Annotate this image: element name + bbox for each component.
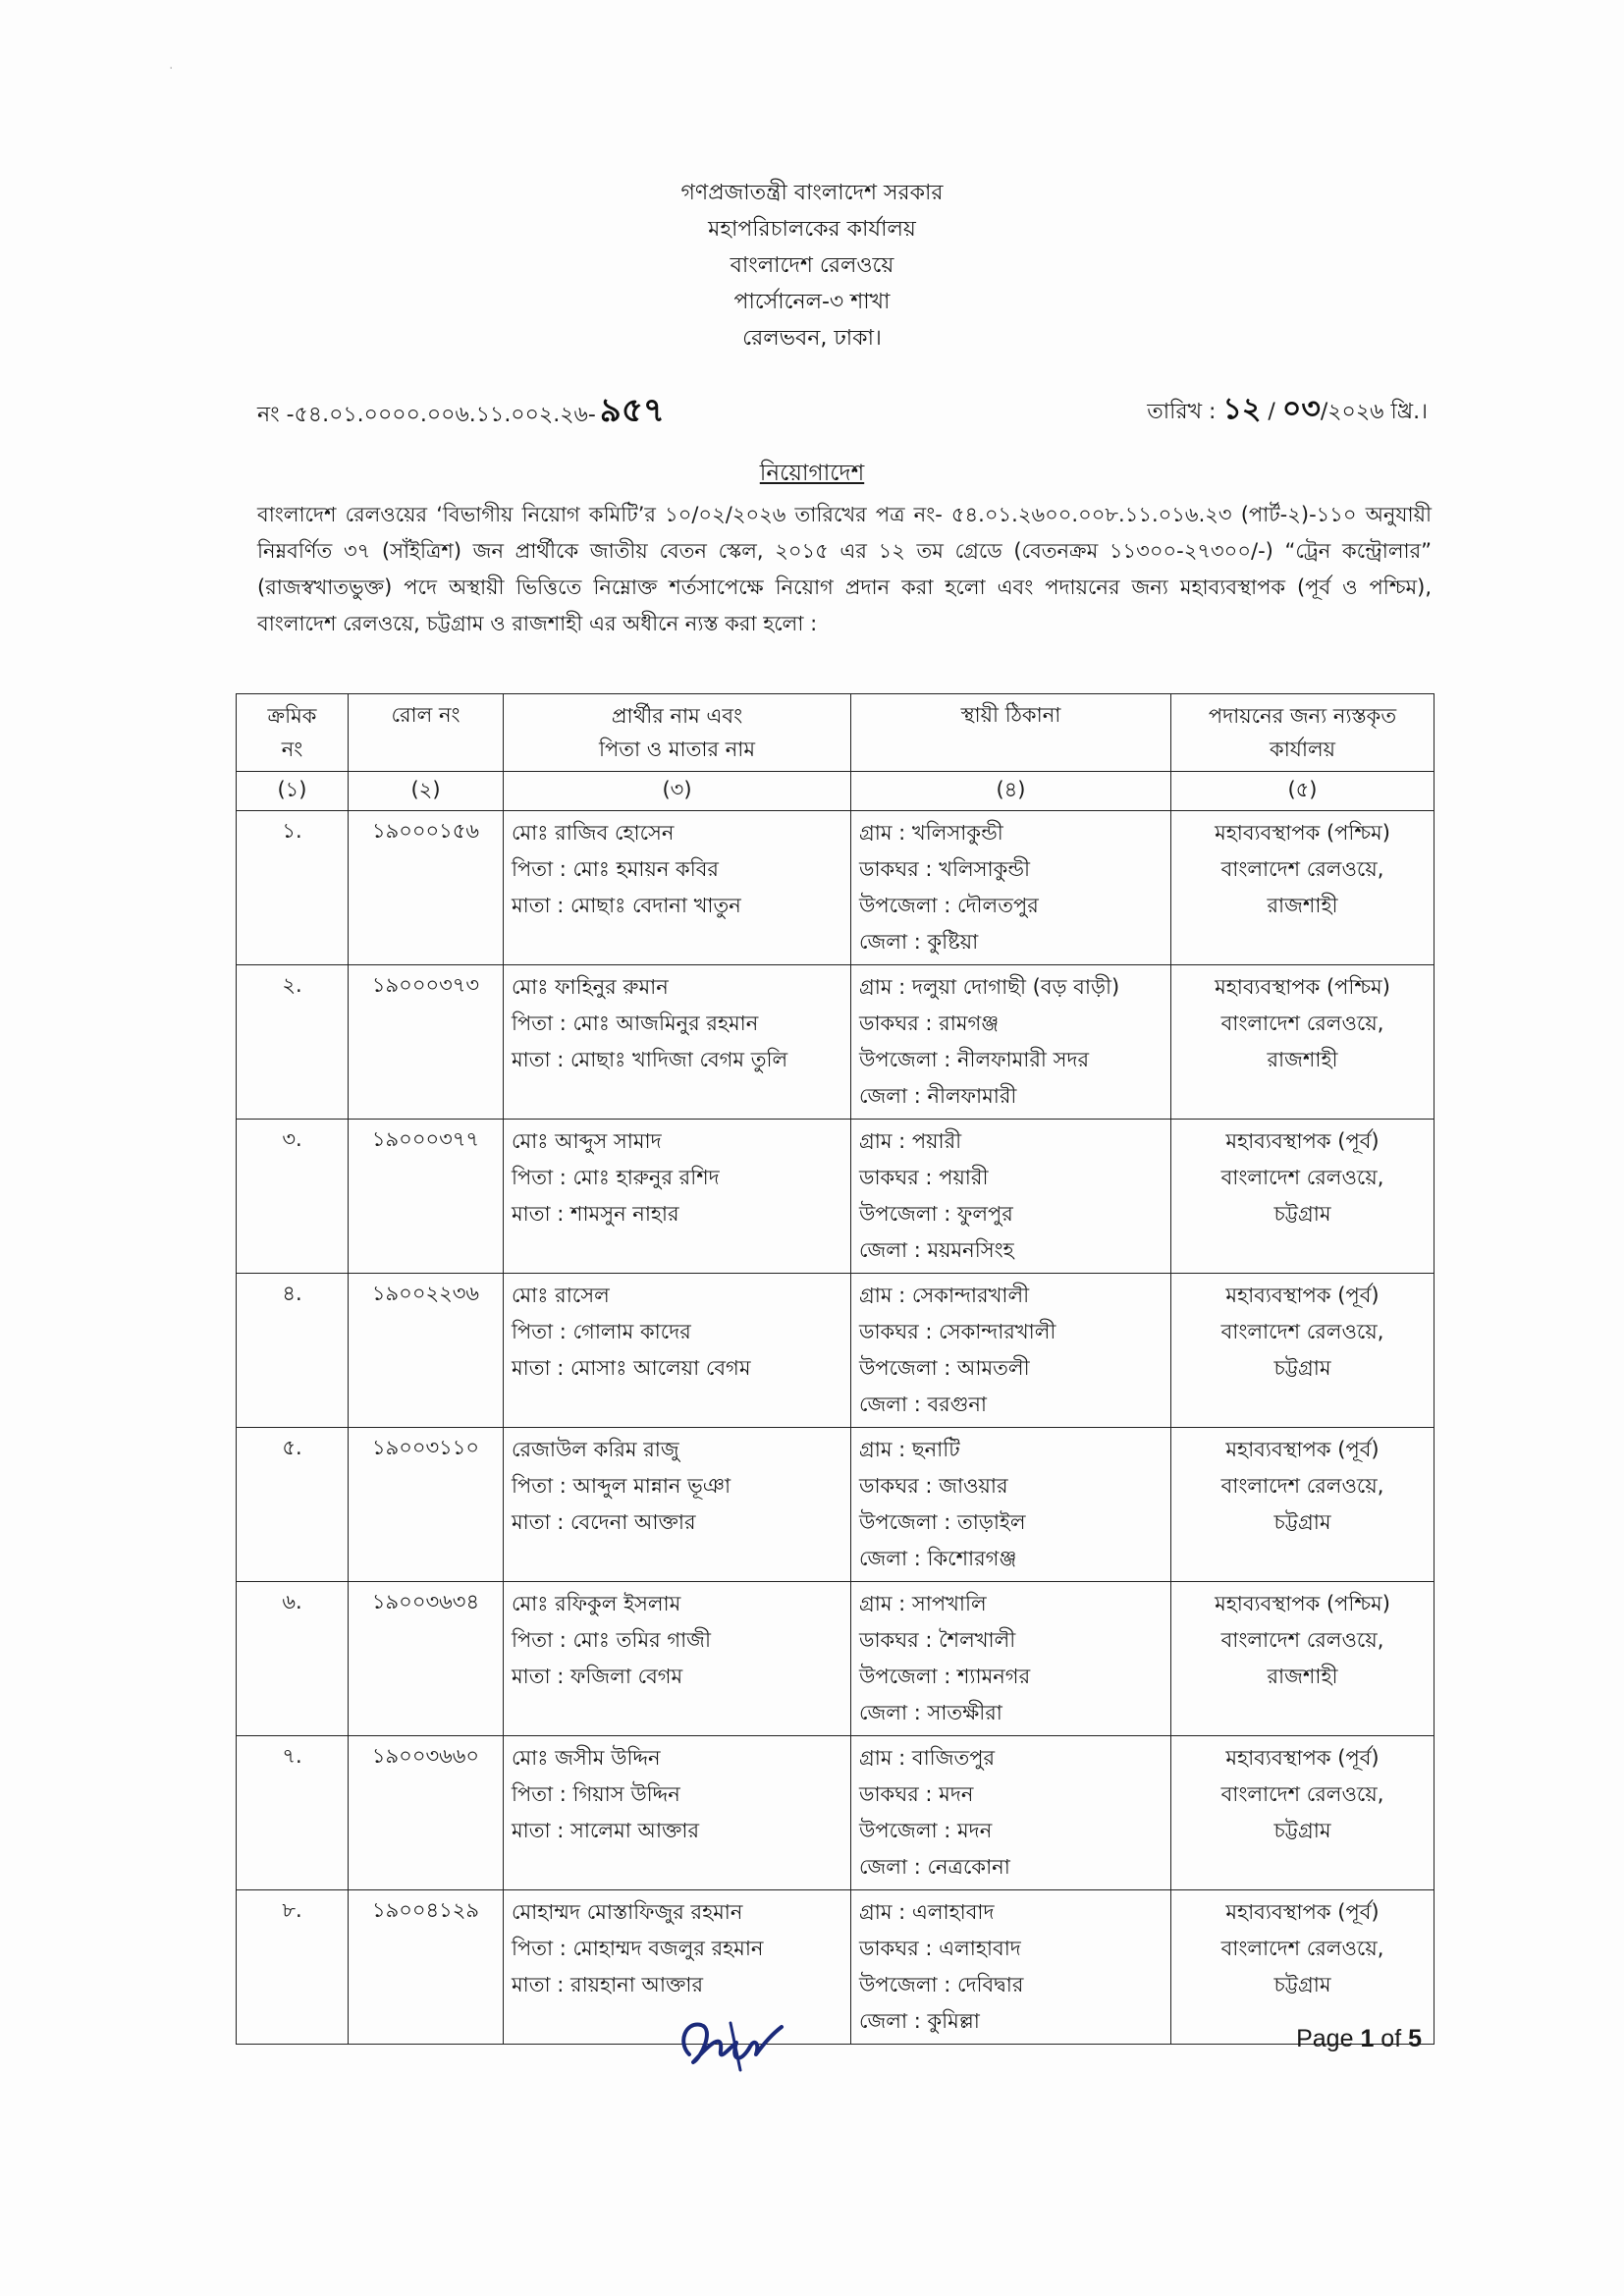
candidate-name: রেজাউল করিম রাজু	[512, 1438, 679, 1461]
father-name: পিতা : মোহাম্মদ বজলুর রহমান	[512, 1937, 764, 1960]
roll-cell: ১৯০০৩৬৩৪	[349, 1582, 504, 1736]
father-name: পিতা : গিয়াস উদ্দিন	[512, 1782, 680, 1806]
address-upazila: উপজেলা : ফুলপুর	[859, 1202, 1013, 1226]
table-row	[237, 1582, 1435, 1736]
header-roll	[349, 694, 504, 772]
memo-date	[1147, 385, 1428, 435]
candidate-name: মোঃ রফিকুল ইসলাম	[512, 1592, 681, 1615]
address-village: গ্রাম : সাপখালি	[859, 1592, 987, 1615]
table-row	[237, 1274, 1435, 1428]
column-number: (৫)	[1171, 772, 1435, 811]
address-district: জেলা : ময়মনসিংহ	[859, 1238, 1014, 1262]
candidate-cell	[504, 965, 851, 1120]
column-number: (৩)	[504, 772, 851, 811]
address-cell	[851, 1428, 1171, 1582]
serial-cell: ১.	[237, 811, 349, 965]
address-cell	[851, 1274, 1171, 1428]
header-address: রেলভবন, ঢাকা।	[742, 326, 882, 351]
address-post: ডাকঘর : খলিসাকুন্ডী	[859, 857, 1031, 881]
father-name: পিতা : মোঃ আজমিনুর রহমান	[512, 1011, 759, 1035]
office-cell	[1171, 1120, 1435, 1274]
column-number: (২)	[349, 772, 504, 811]
office-line3: রাজশাহী	[1267, 1048, 1338, 1071]
address-cell	[851, 811, 1171, 965]
office-cell	[1171, 1274, 1435, 1428]
mother-name: মাতা : সালেমা আক্তার	[512, 1819, 700, 1842]
address-upazila: উপজেলা : আমতলী	[859, 1356, 1030, 1380]
header-office: মহাপরিচালকের কার্যালয়	[708, 217, 916, 242]
father-name: পিতা : মোঃ হারুনুর রশিদ	[512, 1166, 720, 1189]
candidate-cell	[504, 1428, 851, 1582]
serial-cell: ২.	[237, 965, 349, 1120]
office-line1: মহাব্যবস্থাপক (পশ্চিম)	[1215, 975, 1390, 999]
table-row	[237, 1736, 1435, 1890]
office-line2: বাংলাদেশ রেলওয়ে,	[1220, 1166, 1384, 1189]
serial-cell: ৭.	[237, 1736, 349, 1890]
address-district: জেলা : কুমিল্লা	[859, 2009, 980, 2033]
mother-name: মাতা : শামসুন নাহার	[512, 1202, 679, 1226]
appointment-table	[236, 693, 1435, 2045]
column-number-row	[237, 772, 1435, 811]
table-header-row	[237, 694, 1435, 772]
header-address	[851, 694, 1171, 772]
office-line2: বাংলাদেশ রেলওয়ে,	[1220, 1937, 1384, 1960]
address-district: জেলা : বরগুনা	[859, 1393, 987, 1416]
father-name: পিতা : মোঃ হমায়ন কবির	[512, 857, 719, 881]
page-prefix: Page	[1296, 2025, 1361, 2052]
office-cell	[1171, 1428, 1435, 1582]
header-serial-line1: ক্রমিক	[267, 704, 317, 728]
office-line3: চট্টগ্রাম	[1273, 1356, 1331, 1380]
mother-name: মাতা : ফজিলা বেগম	[512, 1665, 683, 1688]
father-name: পিতা : মোঃ তমির গাজী	[512, 1628, 711, 1652]
office-line3: রাজশাহী	[1267, 894, 1338, 917]
address-upazila: উপজেলা : দৌলতপুর	[859, 894, 1039, 917]
order-body-paragraph: বাংলাদেশ রেলওয়ের ‘বিভাগীয় নিয়োগ কমিটি’র ১০/০২/২০২৬ তারিখের পত্র নং- ৫৪.০১.২৬০০.০০৮.১১.০১৬.২৩ (পার্ট-২)-১১০ অনুযায়ী নিম্নবর্ণিত ৩৭ (সাঁইত্রিশ) জন প্রার্থীকে জাতীয় বেতন স্কেল, ২০১৫ এর ১২ তম গ্রেডে (বেতনক্রম ১১৩০০-২৭৩০০/-) “ট্রেন কন্ট্রোলার” (রাজস্বখাতভুক্ত) পদে অস্থায়ী ভিত্তিতে নিম্নোক্ত শর্তসাপেক্ষে নিয়োগ প্রদান করা হলো এবং পদায়নের জন্য মহাব্যবস্থাপক (পূর্ব ও পশ্চিম), বাংলাদেশ রেলওয়ে, চট্টগ্রাম ও রাজশাহী এর অধীনে ন্যস্ত করা হলো :	[257, 503, 1432, 635]
table-row	[237, 1428, 1435, 1582]
header-candidate-line2: পিতা ও মাতার নাম	[598, 738, 756, 761]
office-cell	[1171, 811, 1435, 965]
address-village: গ্রাম : পয়ারী	[859, 1129, 962, 1153]
office-line3: চট্টগ্রাম	[1273, 1510, 1331, 1534]
address-post: ডাকঘর : সেকান্দারখালী	[859, 1320, 1056, 1343]
date-month: ০৩	[1281, 392, 1321, 426]
roll-cell: ১৯০০৪১২৯	[349, 1890, 504, 2045]
address-upazila: উপজেলা : দেবিদ্বার	[859, 1973, 1024, 1996]
office-cell	[1171, 965, 1435, 1120]
candidate-name: মোঃ আব্দুস সামাদ	[512, 1129, 662, 1153]
column-number: (১)	[237, 772, 349, 811]
address-post: ডাকঘর : শৈলখালী	[859, 1628, 1016, 1652]
candidate-cell	[504, 1736, 851, 1890]
memo-reference	[257, 385, 665, 441]
address-post: ডাকঘর : রামগঞ্জ	[859, 1011, 1000, 1035]
roll-cell: ১৯০০২২৩৬	[349, 1274, 504, 1428]
candidate-cell	[504, 1274, 851, 1428]
address-upazila: উপজেলা : নীলফামারী সদর	[859, 1048, 1090, 1071]
header-roll-text: রোল নং	[391, 703, 460, 727]
date-separator: /	[1261, 400, 1282, 424]
serial-cell: ৬.	[237, 1582, 349, 1736]
address-post: ডাকঘর : মদন	[859, 1782, 974, 1806]
table-row	[237, 1120, 1435, 1274]
page-total: 5	[1408, 2025, 1422, 2052]
address-district: জেলা : কিশোরগঞ্জ	[859, 1547, 1017, 1570]
address-cell	[851, 1582, 1171, 1736]
mother-name: মাতা : মোসাঃ আলেয়া বেগম	[512, 1356, 751, 1380]
office-line2: বাংলাদেশ রেলওয়ে,	[1220, 1628, 1384, 1652]
candidate-name: মোঃ ফাহিনুর রুমান	[512, 975, 669, 999]
father-name: পিতা : গোলাম কাদের	[512, 1320, 691, 1343]
address-upazila: উপজেলা : তাড়াইল	[859, 1510, 1026, 1534]
page-of: of	[1374, 2025, 1409, 2052]
header-office-line1: পদায়নের জন্য ন্যস্তকৃত	[1208, 704, 1397, 728]
header-office-line2: কার্যালয়	[1270, 738, 1335, 761]
header-serial-line2: নং	[281, 738, 303, 761]
office-line1: মহাব্যবস্থাপক (পশ্চিম)	[1215, 821, 1390, 845]
candidate-name: মোঃ রাজিব হোসেন	[512, 821, 675, 845]
serial-cell: ৪.	[237, 1274, 349, 1428]
serial-cell: ৩.	[237, 1120, 349, 1274]
office-line3: চট্টগ্রাম	[1273, 1202, 1331, 1226]
candidate-cell	[504, 1120, 851, 1274]
table-row	[237, 965, 1435, 1120]
office-line3: রাজশাহী	[1267, 1665, 1338, 1688]
address-district: জেলা : কুষ্টিয়া	[859, 930, 979, 954]
address-village: গ্রাম : দলুয়া দোগাছী (বড় বাড়ী)	[859, 975, 1120, 999]
table-row	[237, 1890, 1435, 2045]
address-village: গ্রাম : খলিসাকুন্ডী	[859, 821, 1003, 845]
roll-cell: ১৯০০০১৫৬	[349, 811, 504, 965]
page-current: 1	[1360, 2025, 1375, 2052]
memo-number-handwritten: ৯৫৭	[599, 391, 665, 430]
address-district: জেলা : নীলফামারী	[859, 1084, 1017, 1108]
father-name: পিতা : আব্দুল মান্নান ভূঞা	[512, 1474, 731, 1498]
office-header	[0, 175, 1624, 356]
office-line3: চট্টগ্রাম	[1273, 1819, 1331, 1842]
office-line3: চট্টগ্রাম	[1273, 1973, 1331, 1996]
office-line1: মহাব্যবস্থাপক (পূর্ব)	[1225, 1129, 1380, 1153]
candidate-cell	[504, 811, 851, 965]
address-village: গ্রাম : ছনাটি	[859, 1438, 960, 1461]
order-title	[0, 455, 1624, 493]
office-line1: মহাব্যবস্থাপক (পূর্ব)	[1225, 1746, 1380, 1770]
address-district: জেলা : সাতক্ষীরা	[859, 1701, 1002, 1724]
header-office	[1171, 694, 1435, 772]
office-line1: মহাব্যবস্থাপক (পূর্ব)	[1225, 1284, 1380, 1307]
mother-name: মাতা : রায়হানা আক্তার	[512, 1973, 703, 1996]
mother-name: মাতা : বেদেনা আক্তার	[512, 1510, 696, 1534]
office-line1: মহাব্যবস্থাপক (পশ্চিম)	[1215, 1592, 1390, 1615]
scan-speck: ·	[169, 61, 174, 77]
office-line2: বাংলাদেশ রেলওয়ে,	[1220, 1320, 1384, 1343]
office-cell	[1171, 1890, 1435, 2045]
address-upazila: উপজেলা : শ্যামনগর	[859, 1665, 1031, 1688]
roll-cell: ১৯০০৩১১০	[349, 1428, 504, 1582]
date-day: ১২	[1222, 392, 1262, 426]
candidate-name: মোঃ জসীম উদ্দিন	[512, 1746, 661, 1770]
table-row	[237, 811, 1435, 965]
address-post: ডাকঘর : এলাহাবাদ	[859, 1937, 1021, 1960]
serial-cell: ৮.	[237, 1890, 349, 2045]
address-village: গ্রাম : বাজিতপুর	[859, 1746, 996, 1770]
address-village: গ্রাম : সেকান্দারখালী	[859, 1284, 1030, 1307]
header-section: পার্সোনেল-৩ শাখা	[733, 290, 891, 314]
date-label: তারিখ :	[1147, 400, 1217, 424]
candidate-name: মোহাম্মদ মোস্তাফিজুর রহমান	[512, 1900, 743, 1924]
column-number: (৪)	[851, 772, 1171, 811]
roll-cell: ১৯০০৩৬৬০	[349, 1736, 504, 1890]
mother-name: মাতা : মোছাঃ খাদিজা বেগম তুলি	[512, 1048, 788, 1071]
office-line1: মহাব্যবস্থাপক (পূর্ব)	[1225, 1900, 1380, 1924]
address-cell	[851, 965, 1171, 1120]
header-government: গণপ্রজাতন্ত্রী বাংলাদেশ সরকার	[680, 181, 944, 205]
office-line2: বাংলাদেশ রেলওয়ে,	[1220, 1782, 1384, 1806]
address-cell	[851, 1120, 1171, 1274]
order-title-text: নিয়োগাদেশ	[759, 461, 865, 486]
office-line2: বাংলাদেশ রেলওয়ে,	[1220, 1011, 1384, 1035]
header-candidate-line1: প্রার্থীর নাম এবং	[611, 704, 743, 728]
address-village: গ্রাম : এলাহাবাদ	[859, 1900, 995, 1924]
initials-signature	[672, 2003, 789, 2082]
address-post: ডাকঘর : পয়ারী	[859, 1166, 989, 1189]
serial-cell: ৫.	[237, 1428, 349, 1582]
date-year: /২০২৬ খ্রি.।	[1320, 400, 1428, 424]
roll-cell: ১৯০০০৩৭৭	[349, 1120, 504, 1274]
office-cell	[1171, 1582, 1435, 1736]
roll-cell: ১৯০০০৩৭৩	[349, 965, 504, 1120]
address-cell	[851, 1736, 1171, 1890]
candidate-name: মোঃ রাসেল	[512, 1284, 610, 1307]
header-candidate	[504, 694, 851, 772]
address-upazila: উপজেলা : মদন	[859, 1819, 993, 1842]
address-cell	[851, 1890, 1171, 2045]
candidate-cell	[504, 1582, 851, 1736]
header-organization: বাংলাদেশ রেলওয়ে	[730, 253, 894, 278]
header-serial	[237, 694, 349, 772]
office-line2: বাংলাদেশ রেলওয়ে,	[1220, 1474, 1384, 1498]
mother-name: মাতা : মোছাঃ বেদানা খাতুন	[512, 894, 741, 917]
office-line2: বাংলাদেশ রেলওয়ে,	[1220, 857, 1384, 881]
memo-number-prefix: নং -৫৪.০১.০০০০.০০৬.১১.০০২.২৬-	[257, 403, 596, 427]
office-line1: মহাব্যবস্থাপক (পূর্ব)	[1225, 1438, 1380, 1461]
page-indicator	[1296, 2025, 1422, 2053]
address-district: জেলা : নেত্রকোনা	[859, 1855, 1010, 1879]
header-address-text: স্থায়ী ঠিকানা	[960, 703, 1061, 727]
office-cell	[1171, 1736, 1435, 1890]
address-post: ডাকঘর : জাওয়ার	[859, 1474, 1008, 1498]
